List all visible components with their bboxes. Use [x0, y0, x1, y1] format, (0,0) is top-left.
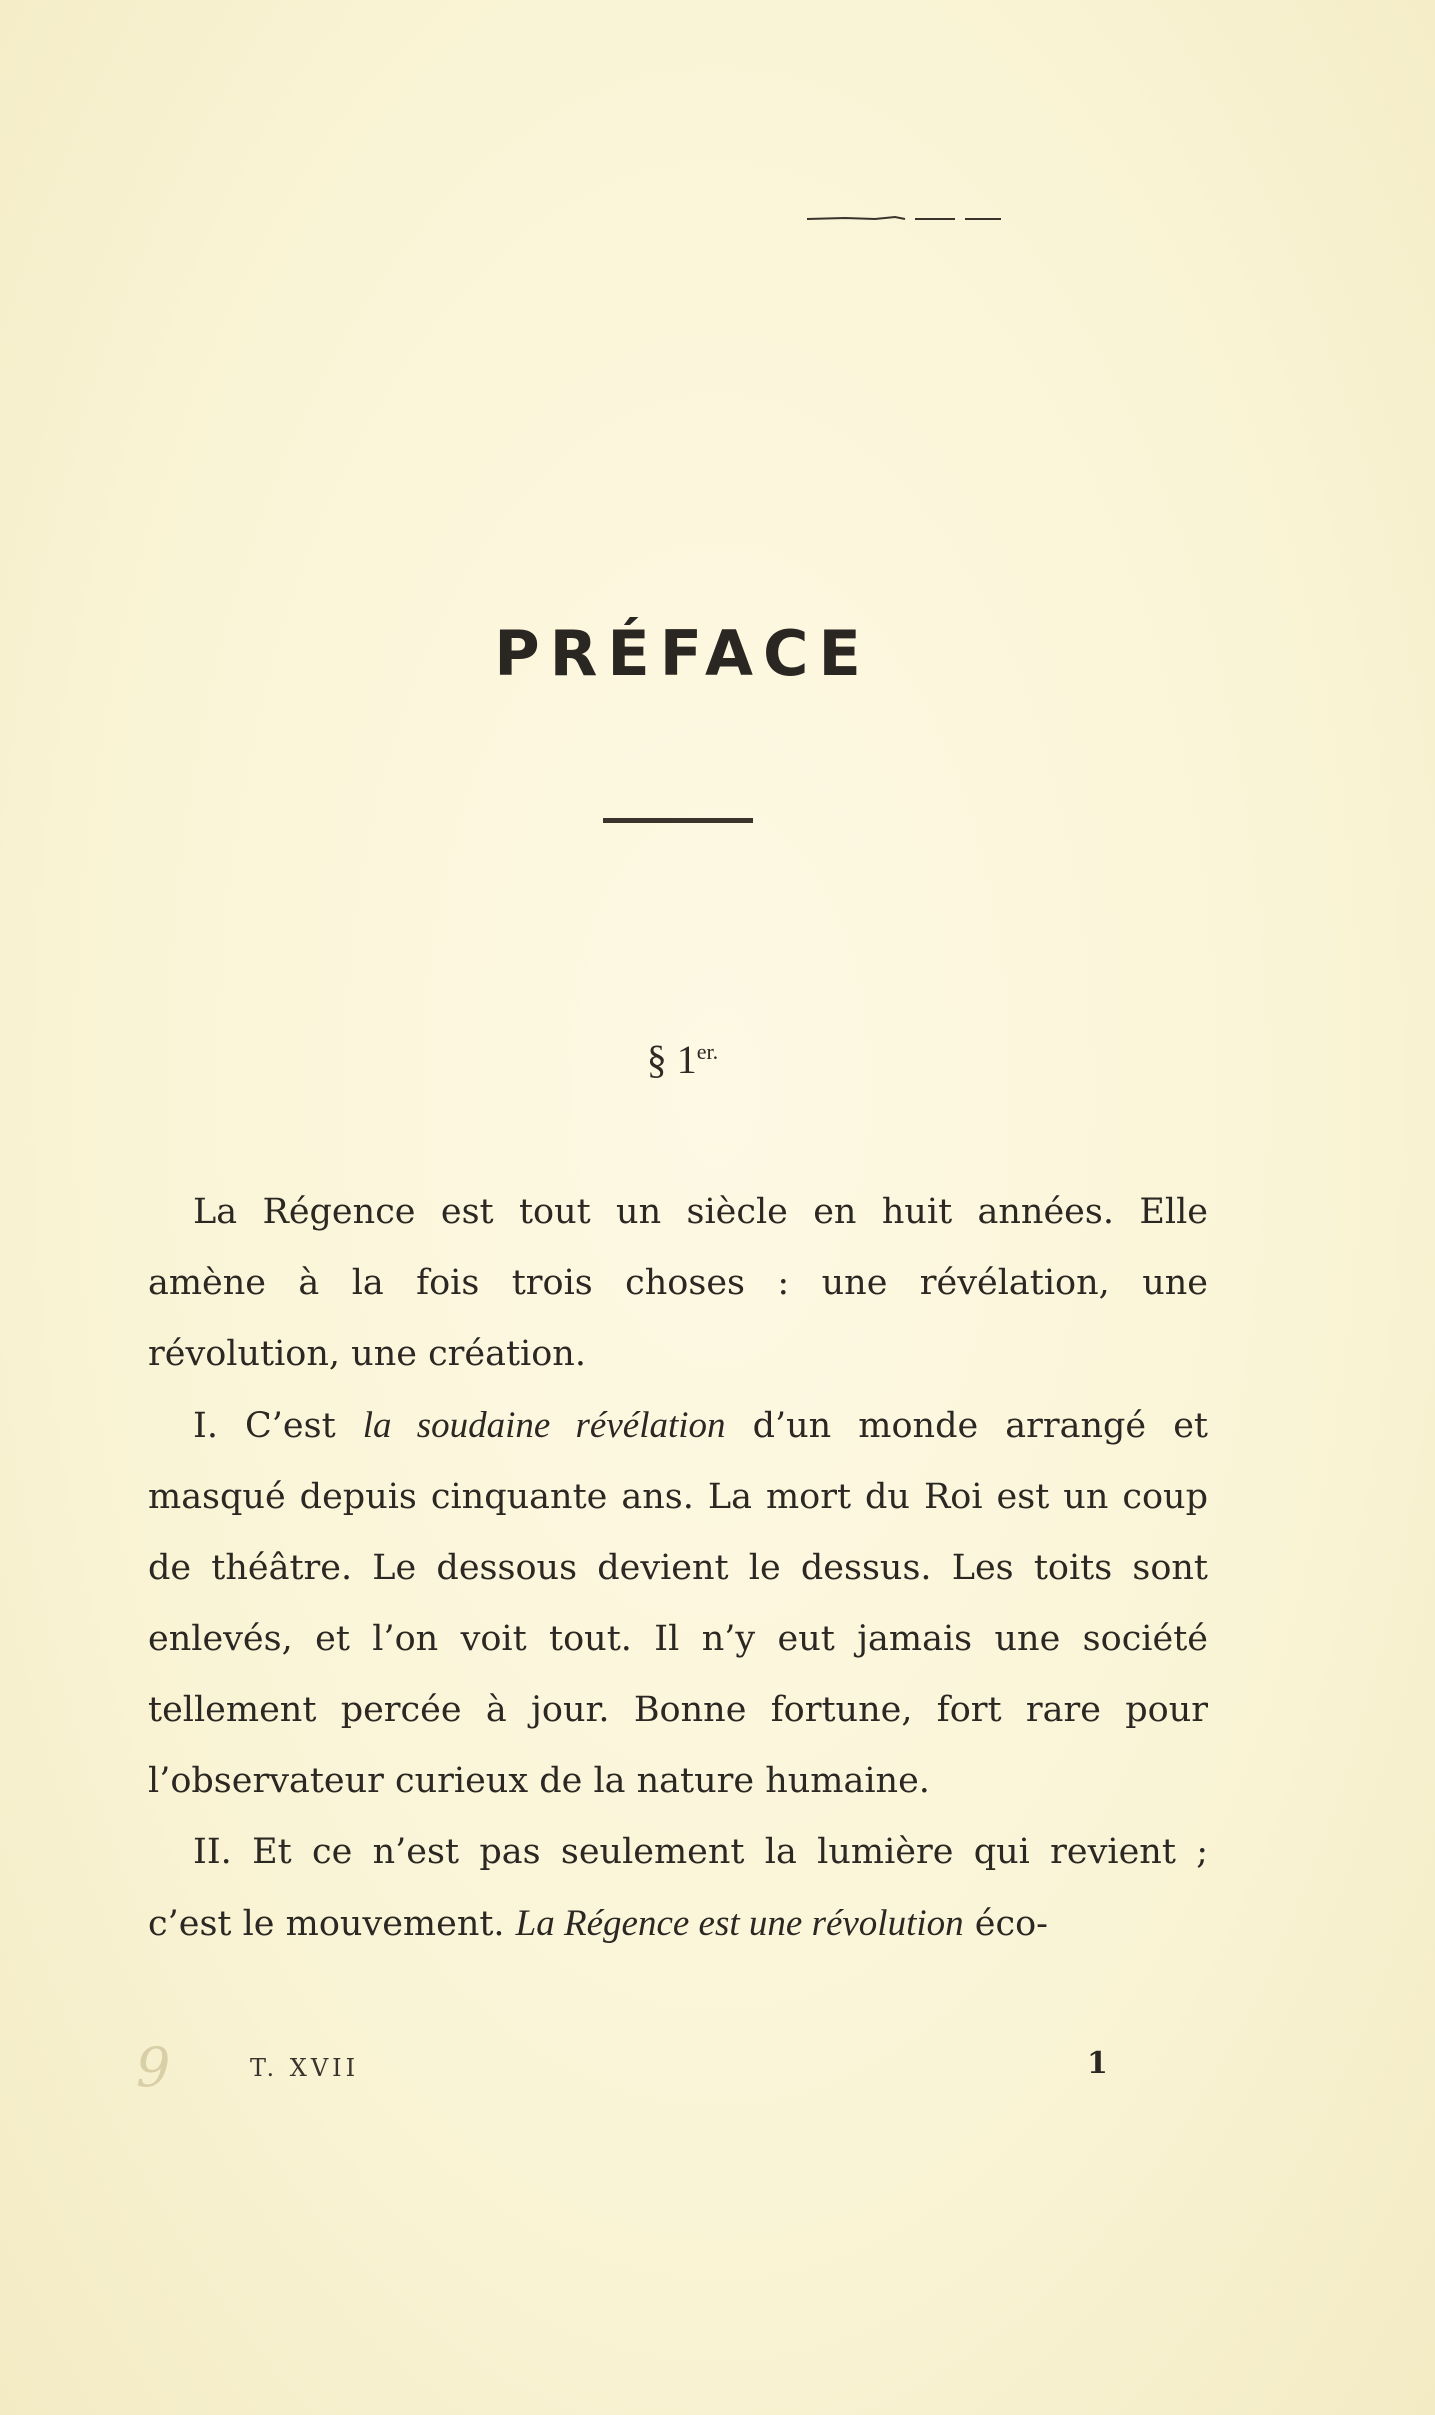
text-run: La Régence est tout un siècle en huit années. Elle amène à la fois trois choses : une révélation, une révolution, une création.: [148, 1192, 1208, 1374]
italic-phrase: la soudaine révélation: [362, 1405, 726, 1446]
signature-mark: T. XVII: [250, 2054, 360, 2082]
page-number: 1: [1087, 2046, 1108, 2081]
text-run: I. C’est: [193, 1406, 363, 1446]
paragraph: [148, 1817, 1208, 1960]
ornamental-rule: [805, 214, 1003, 222]
paragraph: [148, 1177, 1208, 1390]
paragraph: [148, 1390, 1208, 1817]
text-run: éco-: [963, 1904, 1048, 1944]
title-divider: [603, 818, 753, 823]
margin-mark: 9: [136, 2036, 171, 2099]
body-text: [148, 1177, 1208, 1960]
page-title: PRÉFACE: [494, 617, 871, 690]
italic-phrase: La Régence est une révolution: [515, 1903, 964, 1944]
section-heading: [0, 1036, 1365, 1083]
section-number: § 1: [646, 1037, 697, 1082]
section-superscript: er.: [696, 1039, 719, 1064]
text-run: II. Et ce n’est pas seulement la lumière qui revient ; c’est le mouvement.: [148, 1832, 1208, 1944]
text-run: d’un monde arrangé et masqué depuis cinquante ans. La mort du Roi est un coup de théâtre. Le dessous devient le dessus. Les toits sont enlevés, et l’on voit tout. Il n’y eut jamais une société tellement percée à jour. Bonne fortune, fort rare pour l’observateur curieux de la nature humaine.: [148, 1406, 1208, 1801]
